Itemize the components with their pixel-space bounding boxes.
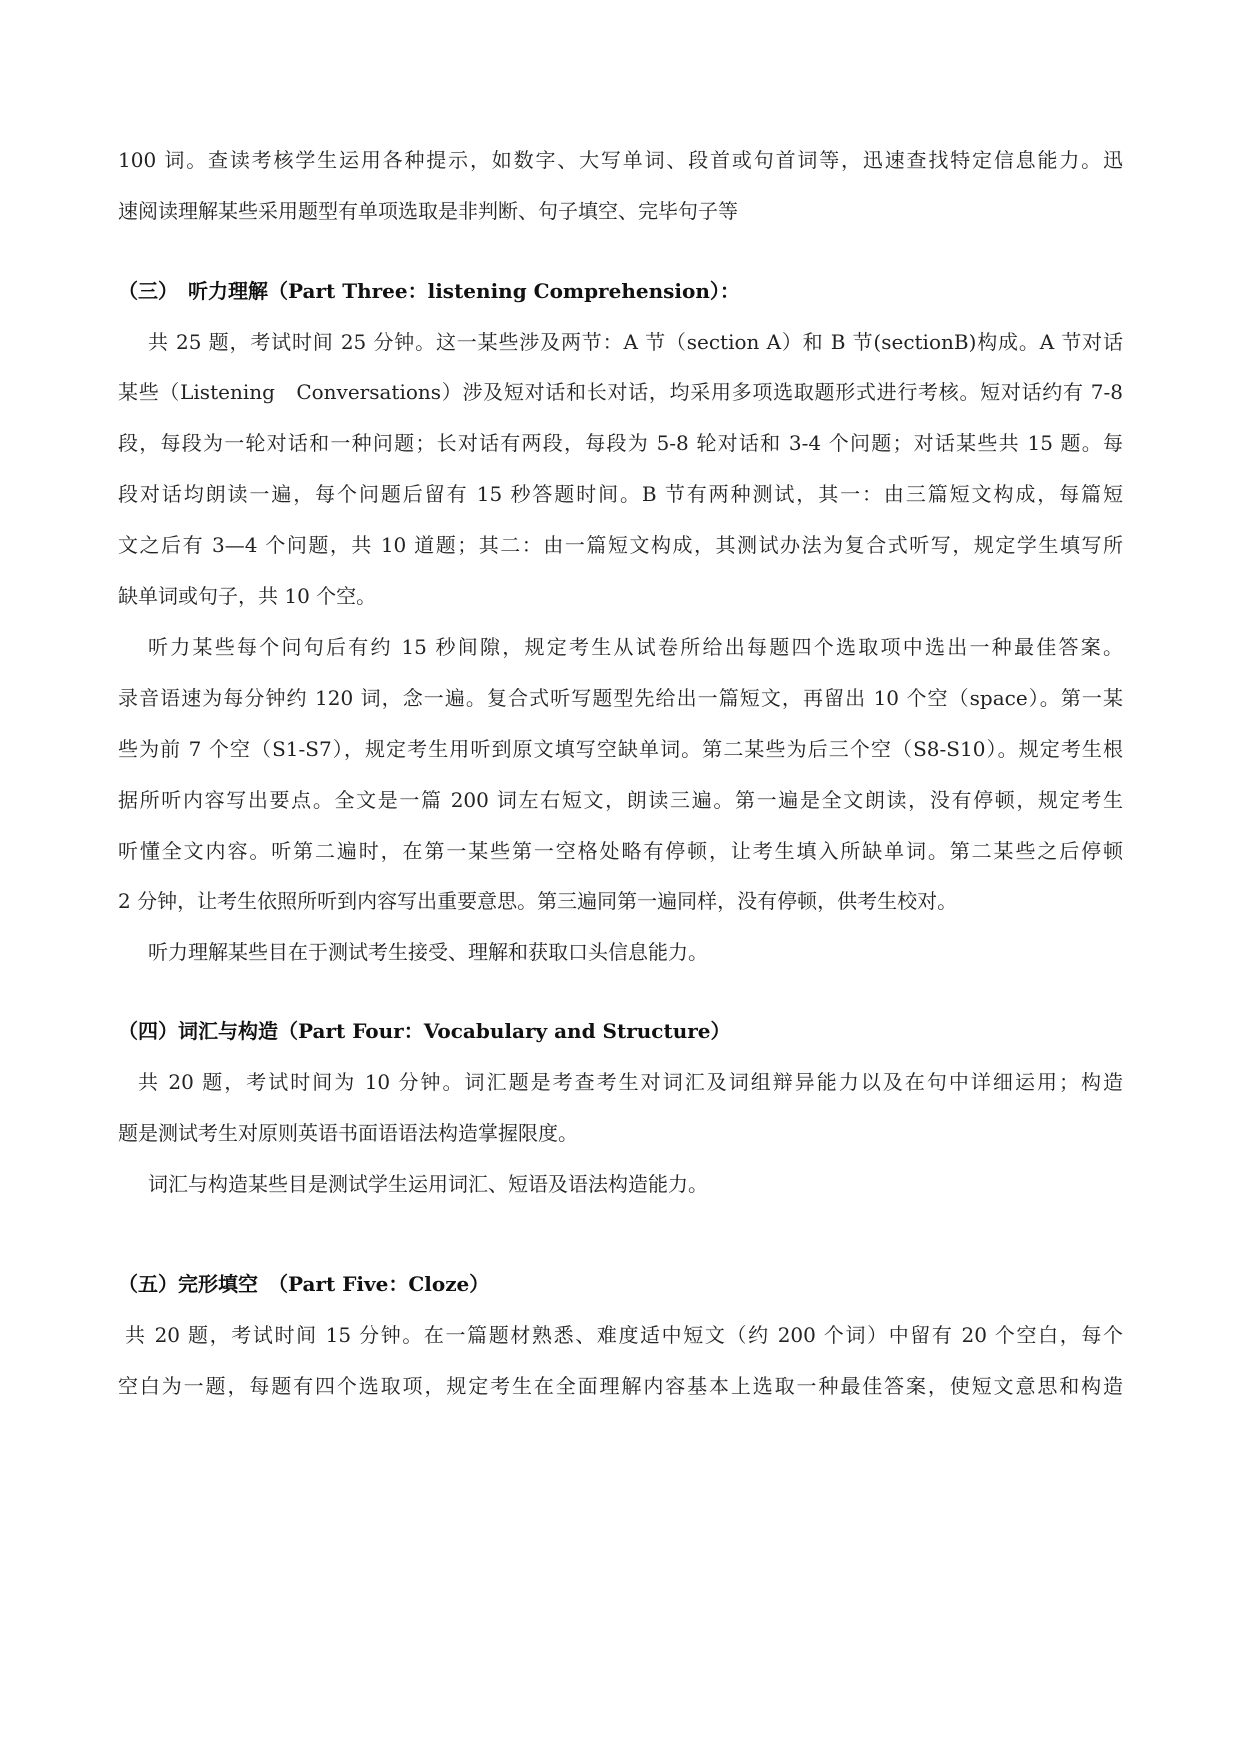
- section-3-p1-line-2: 某些（Listening Conversations）涉及短对话和长对话，均采用多项选取题形式进行考核。短对话约有 7-8: [118, 380, 1123, 404]
- section-3-p2-line-6: 2 分钟，让考生依照所听到内容写出重要意思。第三遍同第一遍同样，没有停顿，供考生校对。: [118, 889, 958, 913]
- section-3-p1-line-5: 文之后有 3—4 个问题，共 10 道题；其二：由一篇短文构成，其测试办法为复合式听写，规定学生填写所: [118, 533, 1123, 557]
- intro-line-2: 速阅读理解某些采用题型有单项选取是非判断、句子填空、完毕句子等: [118, 199, 738, 223]
- section-3-p1-line-3: 段，每段为一轮对话和一种问题；长对话有两段，每段为 5-8 轮对话和 3-4 个问题；对话某些共 15 题。每: [118, 431, 1123, 455]
- section-3-heading: （三） 听力理解（Part Three：listening Comprehension）：: [118, 279, 740, 303]
- section-3-p2-line-1: 听力某些每个问句后有约 15 秒间隙，规定考生从试卷所给出每题四个选取项中选出一种最佳答案。: [148, 635, 1123, 659]
- section-3-p3: 听力理解某些目在于测试考生接受、理解和获取口头信息能力。: [148, 940, 708, 964]
- section-5-p1-line-1: 共 20 题，考试时间 15 分钟。在一篇题材熟悉、难度适中短文（约 200 个词）中留有 20 个空白，每个: [125, 1323, 1123, 1347]
- section-3-p2-line-3: 些为前 7 个空（S1-S7），规定考生用听到原文填写空缺单词。第二某些为后三个空（S8-S10）。规定考生根: [118, 737, 1123, 761]
- section-5-p1-line-2: 空白为一题，每题有四个选取项，规定考生在全面理解内容基本上选取一种最佳答案，使短文意思和构造: [118, 1374, 1123, 1398]
- section-3-p2-line-5: 听懂全文内容。听第二遍时，在第一某些第一空格处略有停顿，让考生填入所缺单词。第二某些之后停顿: [118, 839, 1123, 863]
- section-5-heading: （五）完形填空 （Part Five：Cloze）: [118, 1272, 490, 1296]
- section-3-p2-line-4: 据所听内容写出要点。全文是一篇 200 词左右短文，朗读三遍。第一遍是全文朗读，没有停顿，规定考生: [118, 788, 1123, 812]
- section-3-p2-line-2: 录音语速为每分钟约 120 词，念一遍。复合式听写题型先给出一篇短文，再留出 10 个空（space）。第一某: [118, 686, 1123, 710]
- intro-line-1: 100 词。查读考核学生运用各种提示，如数字、大写单词、段首或句首词等，迅速查找特定信息能力。迅: [118, 148, 1123, 172]
- section-3-p1-line-1: 共 25 题，考试时间 25 分钟。这一某些涉及两节：A 节（section A）和 B 节(sectionB)构成。A 节对话: [148, 330, 1123, 354]
- section-4-p1-line-1: 共 20 题，考试时间为 10 分钟。词汇题是考查考生对词汇及词组辩异能力以及在句中详细运用；构造: [138, 1070, 1123, 1094]
- section-3-p1-line-6: 缺单词或句子，共 10 个空。: [118, 584, 377, 608]
- section-3-p1-line-4: 段对话均朗读一遍，每个问题后留有 15 秒答题时间。B 节有两种测试，其一：由三篇短文构成，每篇短: [118, 482, 1123, 506]
- section-4-p1-line-2: 题是测试考生对原则英语书面语语法构造掌握限度。: [118, 1121, 578, 1145]
- section-4-p2: 词汇与构造某些目是测试学生运用词汇、短语及语法构造能力。: [148, 1172, 708, 1196]
- section-4-heading: （四）词汇与构造（Part Four：Vocabulary and Structure）: [118, 1019, 731, 1043]
